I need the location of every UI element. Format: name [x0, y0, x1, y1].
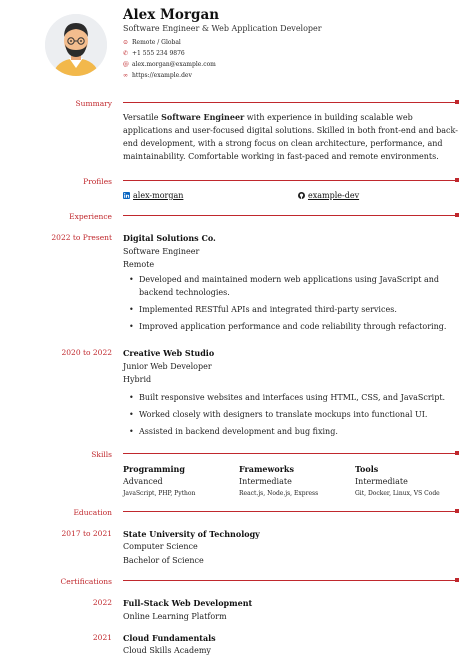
- certification-1-name: Full-Stack Web Development: [123, 598, 253, 608]
- section-label-certifications: Certifications: [60, 577, 112, 586]
- section-rule-education: [123, 511, 459, 512]
- section-rule-skills: [123, 453, 459, 454]
- experience-2-company: Creative Web Studio: [123, 348, 215, 358]
- link-icon: ∞: [123, 72, 128, 79]
- experience-2-date: 2020 to 2022: [61, 348, 112, 357]
- candidate-name: Alex Morgan: [123, 7, 220, 23]
- contact-email-text[interactable]: alex.morgan@example.com: [132, 61, 216, 68]
- phone-icon: ✆: [123, 50, 129, 57]
- certification-1-issuer: Online Learning Platform: [123, 612, 227, 621]
- skill-3-name: Tools: [355, 464, 379, 474]
- section-label-summary: Summary: [75, 99, 112, 108]
- list-item: • Worked closely with designers to translate mockups into functional UI.: [124, 408, 454, 421]
- profile-github[interactable]: [298, 191, 359, 200]
- linkedin-icon: [123, 192, 130, 199]
- education-date: 2017 to 2021: [61, 529, 112, 538]
- profile-linkedin-text[interactable]: alex-morgan: [133, 191, 184, 200]
- skill-1-level: Advanced: [123, 477, 163, 486]
- section-label-experience: Experience: [69, 212, 112, 221]
- avatar-illustration: [45, 14, 107, 76]
- education-degree: Bachelor of Science: [123, 556, 204, 565]
- candidate-title: Software Engineer & Web Application Developer: [123, 24, 322, 33]
- skill-2-level: Intermediate: [239, 477, 292, 486]
- location-icon: ⊙: [123, 39, 129, 46]
- section-label-education: Education: [73, 508, 112, 517]
- section-rule-experience: [123, 215, 459, 216]
- list-item: • Built responsive websites and interfaces using HTML, CSS, and JavaScript.: [124, 391, 454, 404]
- email-icon: @: [123, 61, 129, 68]
- skill-2-name: Frameworks: [239, 464, 294, 474]
- summary-text: Versatile Software Engineer with experience in building scalable web applications and user-focused digital solutions. Skilled in both front-end and back-end development, with a strong focus on clean architecture, performance, and maintainability. Comfortable working in fast-paced and remote environments.: [123, 112, 458, 161]
- contact-location-text: Remote / Global: [132, 39, 181, 46]
- list-item: • Implemented RESTful APIs and integrated third-party services.: [124, 303, 454, 316]
- experience-1-date: 2022 to Present: [51, 233, 112, 242]
- experience-1-bullets: [124, 273, 454, 337]
- experience-2-role: Junior Web Developer: [123, 362, 212, 371]
- profile-github-text[interactable]: example-dev: [308, 191, 360, 200]
- experience-1-role: Software Engineer: [123, 247, 200, 256]
- skill-3-level: Intermediate: [355, 477, 408, 486]
- skill-1-name: Programming: [123, 464, 185, 474]
- certification-2-date: 2021: [92, 633, 112, 642]
- contact-phone-text[interactable]: +1 555 234 9876: [132, 50, 185, 57]
- contact-location: [123, 39, 181, 46]
- contact-website[interactable]: [123, 72, 192, 79]
- certification-1-date: 2022: [92, 598, 112, 607]
- github-icon: [298, 192, 305, 199]
- profile-linkedin[interactable]: [123, 191, 183, 200]
- experience-1-company: Digital Solutions Co.: [123, 233, 216, 243]
- avatar: [45, 14, 107, 76]
- certification-2-issuer: Cloud Skills Academy: [123, 646, 211, 655]
- section-rule-summary: [123, 102, 459, 103]
- list-item: • Developed and maintained modern web applications using JavaScript and backend technologies.: [124, 273, 454, 299]
- experience-2-location: Hybrid: [123, 375, 152, 384]
- education-field: Computer Science: [123, 542, 198, 551]
- education-school: State University of Technology: [123, 529, 260, 539]
- section-rule-profiles: [123, 180, 459, 181]
- skill-1-keywords: JavaScript, PHP, Python: [123, 490, 196, 497]
- list-item: • Improved application performance and code reliability through refactoring.: [124, 320, 454, 333]
- section-rule-certifications: [123, 580, 459, 581]
- contact-email[interactable]: [123, 61, 216, 68]
- section-label-profiles: Profiles: [83, 177, 112, 186]
- section-label-skills: Skills: [91, 450, 112, 459]
- experience-2-bullets: [124, 391, 454, 442]
- certification-2-name: Cloud Fundamentals: [123, 633, 216, 643]
- experience-1-location: Remote: [123, 260, 155, 269]
- contact-phone[interactable]: [123, 50, 185, 57]
- contact-website-text[interactable]: https://example.dev: [132, 72, 192, 79]
- skill-2-keywords: React.js, Node.js, Express: [239, 490, 319, 497]
- skill-3-keywords: Git, Docker, Linux, VS Code: [355, 490, 440, 497]
- list-item: • Assisted in backend development and bug fixing.: [124, 425, 454, 438]
